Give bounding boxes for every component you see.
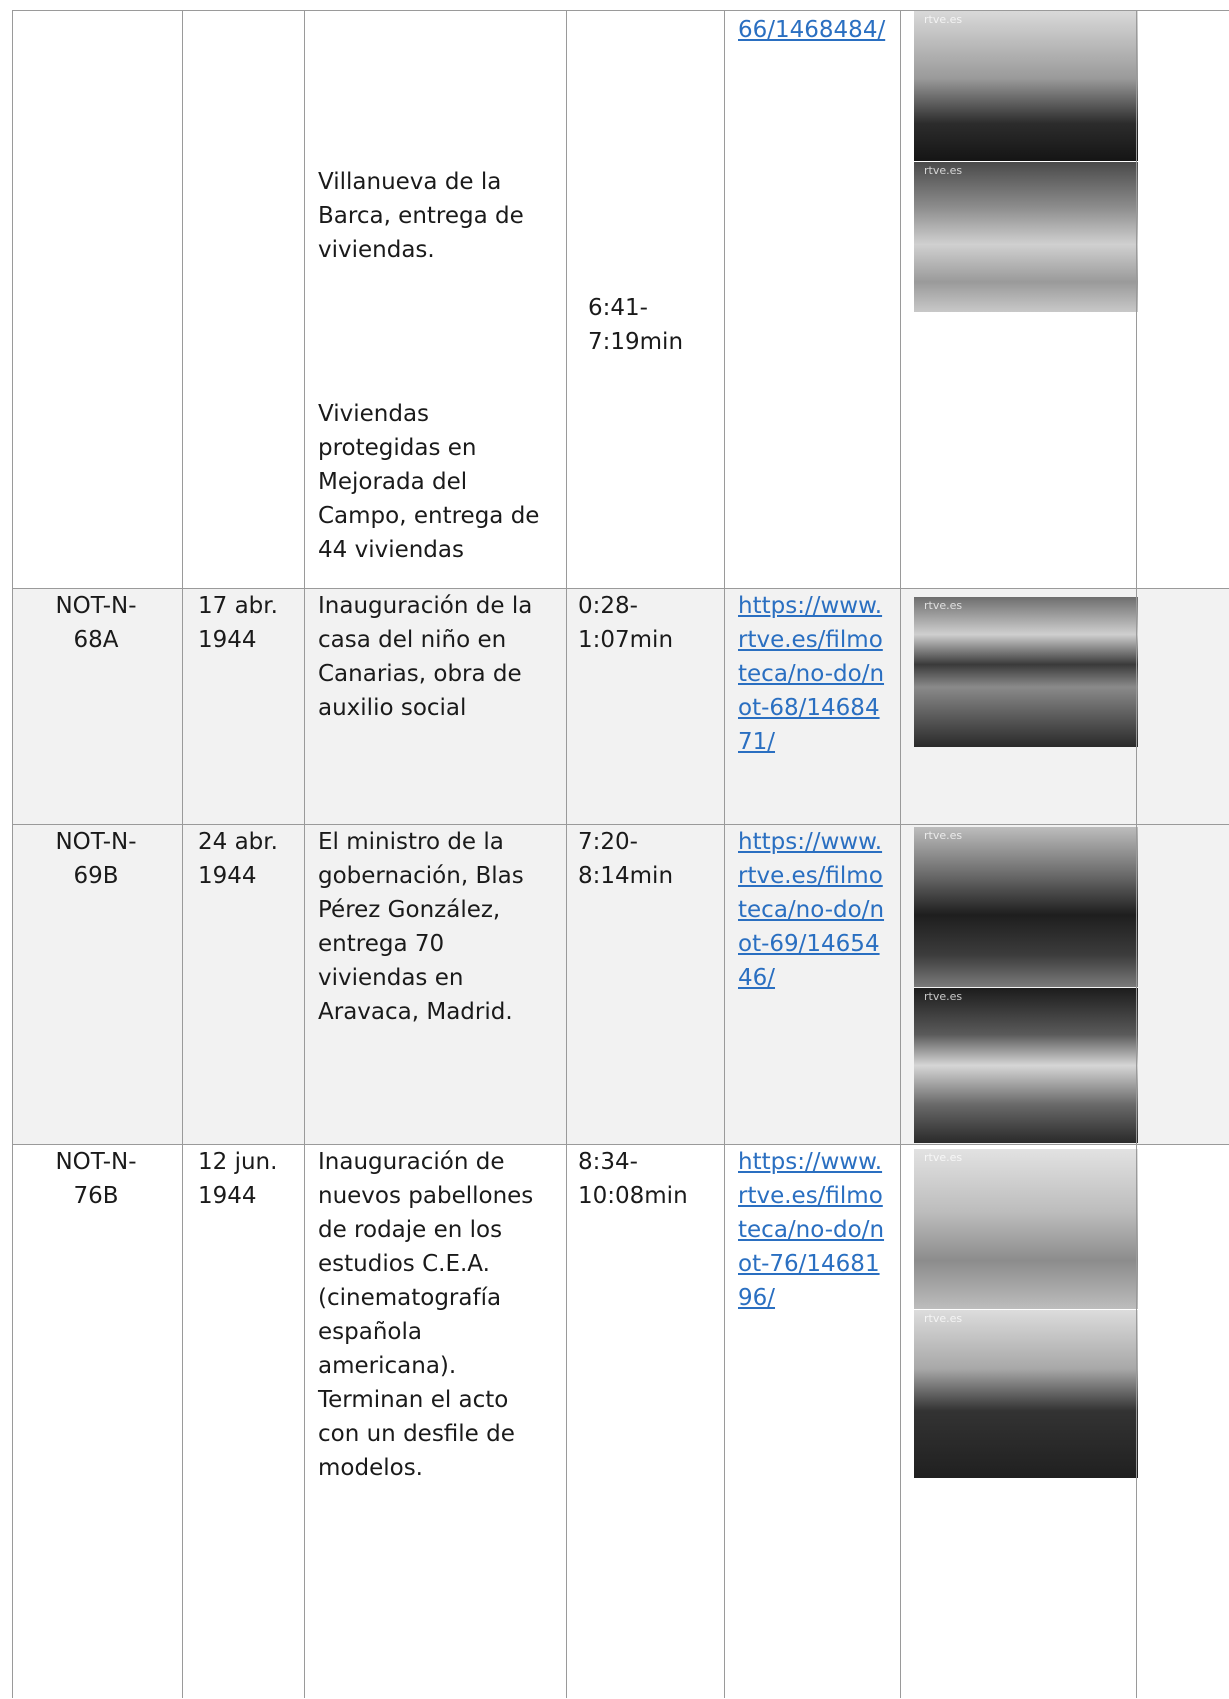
- rtve-watermark: rtve.es: [924, 829, 963, 842]
- link-cell: [738, 1145, 888, 1315]
- date-text: 24 abr. 1944: [198, 829, 278, 889]
- description-cell: [318, 1145, 554, 1485]
- time-cell: [578, 825, 698, 893]
- news-still-image: [914, 597, 1138, 747]
- column-divider: [724, 10, 725, 1698]
- news-still-image: [914, 1149, 1138, 1309]
- newsreel-table: [12, 10, 1229, 1698]
- id-cell: [36, 825, 156, 893]
- column-divider: [566, 10, 567, 1698]
- column-divider: [12, 10, 13, 1698]
- date-text: 12 jun. 1944: [198, 1149, 278, 1209]
- rtve-watermark: rtve.es: [924, 1151, 963, 1164]
- description-cell-2: [318, 397, 554, 567]
- rtve-watermark: rtve.es: [924, 164, 963, 177]
- id-text: NOT-N-68A: [55, 593, 137, 653]
- id-cell: [36, 589, 156, 657]
- nodo-link[interactable]: https://www.rtve.es/filmoteca/no-do/not-69/1465446/: [738, 829, 885, 991]
- date-cell: [198, 825, 288, 893]
- rtve-watermark: rtve.es: [924, 599, 963, 612]
- table-row: [12, 824, 1229, 1145]
- time-text: 0:28-1:07min: [578, 593, 674, 653]
- column-divider: [1136, 10, 1137, 1698]
- rtve-watermark: rtve.es: [924, 1312, 963, 1325]
- news-still-image: [914, 1310, 1138, 1478]
- column-divider: [304, 10, 305, 1698]
- rtve-watermark: rtve.es: [924, 990, 963, 1003]
- table-row: [12, 1144, 1229, 1699]
- column-divider: [182, 10, 183, 1698]
- nodo-link[interactable]: https://www.rtve.es/filmoteca/no-do/not-76/1468196/: [738, 1149, 885, 1311]
- id-text: NOT-N-76B: [55, 1149, 137, 1209]
- table-row: [12, 588, 1229, 825]
- date-text: 17 abr. 1944: [198, 593, 278, 653]
- description-text: Viviendas protegidas en Mejorada del Campo, entrega de 44 viviendas: [318, 401, 540, 563]
- nodo-link[interactable]: https://www.rtve.es/filmoteca/no-do/not-68/1468471/: [738, 593, 885, 755]
- time-cell: [578, 1145, 708, 1213]
- description-text: El ministro de la gobernación, Blas Pérez González, entrega 70 viviendas en Aravaca, Madrid.: [318, 829, 524, 1025]
- time-text: 7:20-8:14min: [578, 829, 674, 889]
- column-divider: [900, 10, 901, 1698]
- description-cell: [318, 165, 554, 267]
- rtve-watermark: rtve.es: [924, 13, 963, 26]
- date-cell: [198, 589, 288, 657]
- date-cell: [198, 1145, 288, 1213]
- table-row: [12, 10, 1229, 589]
- news-still-image: [914, 11, 1138, 161]
- news-still-image: [914, 162, 1138, 312]
- description-text: Inauguración de la casa del niño en Canarias, obra de auxilio social: [318, 593, 533, 721]
- description-text: Inauguración de nuevos pabellones de rodaje en los estudios C.E.A. (cinematografía española americana). Terminan el acto con un desfile de modelos.: [318, 1149, 534, 1481]
- link-cell: [738, 589, 888, 759]
- time-cell: [588, 291, 708, 359]
- time-text: 6:41-7:19min: [588, 295, 684, 355]
- description-text: Villanueva de la Barca, entrega de viviendas.: [318, 169, 524, 263]
- link-cell: [738, 13, 888, 47]
- description-cell: [318, 825, 554, 1029]
- news-still-image: [914, 827, 1138, 987]
- description-cell: [318, 589, 554, 725]
- id-text: NOT-N-69B: [55, 829, 137, 889]
- time-cell: [578, 589, 698, 657]
- id-cell: [36, 1145, 156, 1213]
- time-text: 8:34-10:08min: [578, 1149, 688, 1209]
- nodo-link[interactable]: 66/1468484/: [738, 17, 886, 43]
- news-still-image: [914, 988, 1138, 1143]
- link-cell: [738, 825, 888, 995]
